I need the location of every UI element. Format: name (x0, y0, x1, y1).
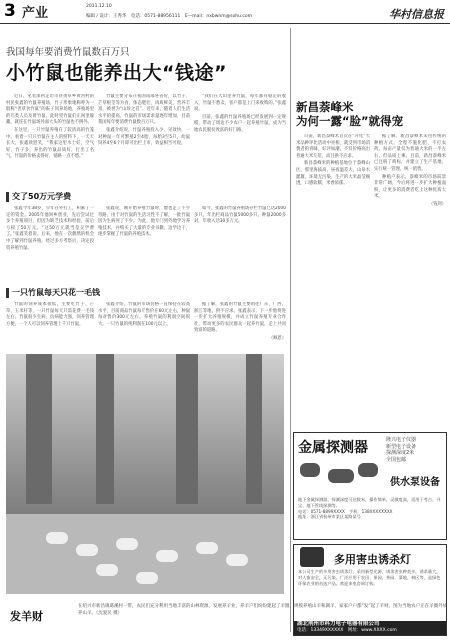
section-name: 产业 (22, 6, 49, 21)
sheep (136, 572, 158, 584)
article-col2c (98, 302, 190, 352)
subhead-tuition: 交了50万元学费 (6, 192, 71, 202)
paragraph: 近日，笔者深初走访市县黄草乡黄河村的村民张鑫的竹鼠养殖场，竹子形象地称呼为一般称“善草食竹鼠”的畜子饲养场地，养殖场里的鸟类人员及黄竹鼠，此时里竹鼠们正闲里躲藏，就连在竹鼠场外面大头的竹鼠也不例外。 (6, 94, 94, 126)
paragraph: 张鑫介绍说，竹鼠养殖投入少、见效快，一对种鼠一年可繁殖2至4胎，每胎3至5只，幼鼠饲养4至6个月即可出栏上市，效益相当可观。 (98, 127, 190, 147)
subhead-cost: 一只竹鼠每天只花一毛钱 (6, 288, 100, 298)
sheep (96, 564, 118, 576)
paragraph: 据了解，新昌萘峰米采用传统的种植方式，全程不施化肥、不打农药，每亩产量仅为普通大米的一半左右，但品质上乘。目前，新昌萘峰米已注册了商标，并建立了生产基地，实行统一管理，统一销售。 (374, 134, 446, 172)
article-col2b (98, 206, 190, 286)
paragraph: 竹鼠主要分布在我国南部各省份，以竹子、芒草根茎等为食，体态肥壮，肉质鲜美，营养丰富，被誉为“山珍之首”。近年来，随着人们生活水平的提高，竹鼠的市场需求量逐年增加，目前我国每年要消费竹鼠数百万只。 (98, 94, 190, 126)
ad-title: 金属探测器 (298, 440, 368, 456)
paragraph: “我们在大山里养竹鼠，每年都有稳定的收入，竹鼠不愁卖，客户都是上门来收购的。”张鑫说。 (194, 94, 286, 113)
tree-trunk (96, 354, 114, 504)
tree-trunk (26, 354, 52, 504)
article-col3 (194, 94, 286, 190)
paragraph: 张鑫说，刚开始养殖竹鼠时，他也走了不少弯路，由于对竹鼠的生活习性不了解，一批竹鼠因为生病死了不少。为此，他专门到外地学习养殖技术，并购买了大量的专业书籍，边学边干，逐步掌握了竹鼠的养殖技术。 (98, 206, 190, 238)
ad-right-info: 隆兴电子仪器 新型电子设备 探测深度2米 全国包邮 (386, 437, 417, 463)
sheep (76, 544, 98, 556)
photo-label: 发羊财 (10, 610, 43, 623)
sheep (226, 554, 248, 566)
sheep (116, 538, 138, 550)
ad-body: 地下金属探测器，探测深度可达数米，操作简单，灵敏度高，适用于考古、寻宝、地下管线探测等。 电话：0571-8899XXXX 手机：138XXXXXXXX 地址：浙江省杭州市某区某路某号 (298, 497, 441, 520)
article-col2 (98, 94, 190, 190)
article-col1b (6, 206, 94, 286)
pest-lamp-ad[interactable] (293, 544, 447, 636)
ad-body: 本公司生产的多用害虫诱杀灯，采用新型光源，诱杀害虫种类多，诱杀量大，对人畜安全，无污染。广泛应用于农田、果园、茶园、菜地、林区等，是绿色环保农业的首选产品。欢迎来电咨询订购。 (298, 569, 441, 586)
right-article-col1 (296, 134, 370, 428)
product-image (328, 469, 354, 483)
article-col3b (194, 206, 286, 286)
right-article-title-line1: 新昌萘峰米 (296, 100, 354, 114)
tree-trunk (246, 354, 262, 504)
column-divider (290, 28, 291, 632)
paragraph: 张鑫介绍，竹鼠的市场价格一直保持在较高水平，目前商品竹鼠每斤售价在60元左右，种鼠每对售价300元左右。养殖竹鼠的利润空间很大，一只竹鼠的纯利润在100元以上。 (98, 302, 190, 327)
paragraph: 目前，张鑫的竹鼠养殖场已经发展到一定规模，带动了周边不少农户一起养殖竹鼠，成为当地农民脱贫致富的好门路。 (194, 114, 286, 133)
paragraph: 张鑫今年38岁，早年在外打工，积累了一定的资金。2005年他回乡创业，先后尝试过多个养殖项目，但因为缺乏技术和经验，前后亏损了50万元。“这50万元就当是交学费了。”张鑫笑着说。后来，他在一次偶然的机会中了解到竹鼠养殖，经过多方考察后，决定投资养殖竹鼠。 (6, 206, 94, 251)
paragraph: 在这里，一只竹鼠养殖在了较清高的竹笼中。看着一只只竹鼠在主人的照料下，一天天长大，张鑫欣慰笑，“我家这里水土好，空气好，竹子多，养出的竹鼠品质好，打出了名气，竹鼠的价格卖得好，销路一点不愁。” (6, 127, 94, 160)
article-col3c (194, 302, 286, 352)
right-article-author: （钱剑） (428, 201, 446, 207)
sheep (196, 542, 218, 554)
tree-trunk (176, 354, 198, 504)
article-col1c (6, 302, 94, 352)
paragraph: 竹鼠的饲养成本很低，主要吃竹子、芒草、玉米秆等，一只竹鼠每天只需花费一毛钱左右。竹鼠很少生病，抗病能力强，饲养管理方便，一个人可以饲养管理上千只竹鼠。 (6, 302, 94, 327)
right-article-title-line2: 为何一露“脸”就得宠 (296, 114, 404, 128)
metal-detector-ad[interactable] (293, 432, 447, 540)
page-number: 3 (4, 1, 16, 21)
paragraph: 新昌萘峰米的种植基地位于萘峰山区，那里海拔高，昼夜温差大，山泉水灌溉，环境无污染，生产的大米晶莹剔透，口感软糯，米香浓郁。 (296, 161, 370, 187)
product-image (358, 463, 378, 477)
article-subtitle: 我国每年要消费竹鼠数百万只 (6, 47, 130, 58)
paragraph: 据了解，张鑫的竹鼠主要销往广东、广西、浙江等地，供不应求。张鑫表示，下一步他将进一步扩大养殖规模，并成立竹鼠养殖专业合作社，带动更多的农民群众一起养竹鼠，走上共同致富的道路。 (194, 302, 286, 334)
paragraph: 日前，新昌萘峰米首次在“开化”大米品种评比活动中亮相，就受到市场消费者的青睐，好评如潮，不仅价格高出普通大米几倍，而且供不应求。 (296, 134, 370, 159)
paragraph: 如今，张鑫的竹鼠养殖场存栏竹鼠已达2000多只，年出栏商品竹鼠5000多只，种鼠2000多对，年收入达30多万元。 (194, 206, 286, 225)
sheep (46, 532, 68, 544)
ad-title: 多用害虫诱杀灯 (334, 553, 411, 566)
paragraph: 种植户表示，萘峰米的市场前景非常广阔，今后将进一步扩大种植面积，让更多的消费者吃上这种优质大米。 (374, 174, 446, 200)
article-author: （顾恩） (268, 335, 286, 341)
header-date: 2011.12.10 (86, 4, 112, 9)
lamp-icon (300, 547, 324, 567)
sheep-photo (6, 354, 284, 594)
sheep (156, 550, 178, 562)
article-title: 小竹鼠也能养出大“钱途” (6, 62, 227, 84)
article-col1 (6, 94, 94, 190)
page-header (0, 0, 450, 24)
newspaper-brand: 华村信息报 (389, 8, 444, 21)
right-article-col2 (374, 134, 446, 428)
ad-center-text: 供水泵设备 (390, 477, 440, 488)
photo-caption: 在绍兴市新昌镇葛溪村一带，农民们充分利用当地丰富的山林资源，发展养羊业，养羊户们纷纷建起了羊圈，规模养殖山羊和湖羊，家家户户都“发”起了羊财。图为当地农户正在羊圈外放养山羊。（沈爱民 摄） (78, 604, 448, 616)
product-image (300, 463, 320, 477)
header-editor: 编辑 / 设计：王秀华 电话：0571-88956111 E—mail：nxbwnm@sohu.com (86, 14, 252, 19)
ad-footer: 湖北荆州市科力电子电器有限公司 电话：13349XXXXXX 网址：www.XXXX.com (294, 621, 446, 635)
